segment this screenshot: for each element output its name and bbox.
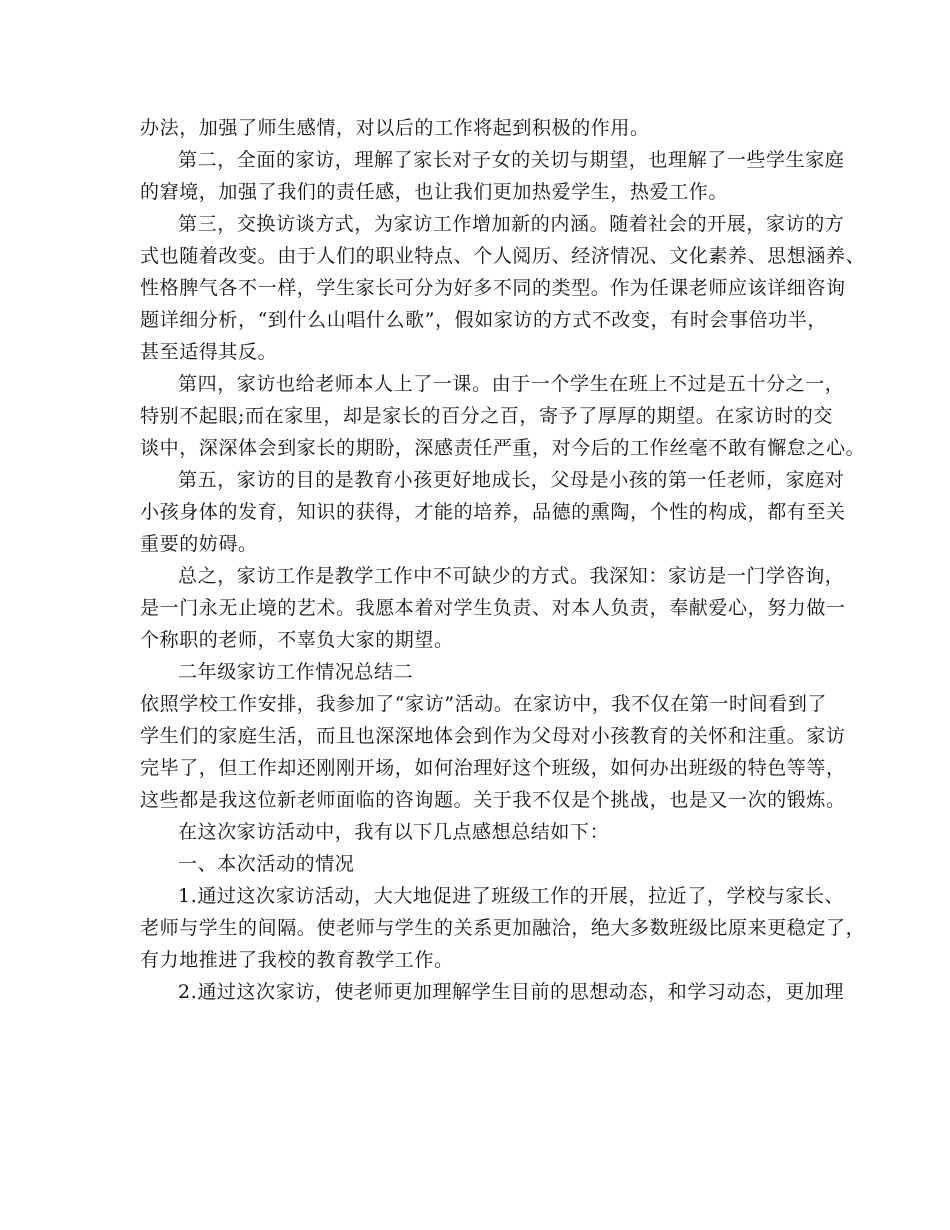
text-line: 谈中，深深体会到家长的期盼，深感责任严重，对今后的工作丝毫不敢有懈怠之心。 <box>140 437 866 459</box>
text-line: 个称职的老师，不辜负大家的期望。 <box>140 629 454 651</box>
text-line: 式也随着改变。由于人们的职业特点、个人阅历、经济情况、文化素养、思想涵养、 <box>140 245 866 267</box>
text-line: 小孩身体的发育，知识的获得，才能的培养，品德的熏陶，个性的构成，都有至关 <box>140 501 846 523</box>
text-line: 这些都是我这位新老师面临的咨询题。关于我不仅是个挑战，也是又一次的锻炼。 <box>140 789 846 811</box>
text-line: 依照学校工作安排，我参加了“家访”活动。在家访中，我不仅在第一时间看到了 <box>140 693 828 715</box>
text-line: 的窘境，加强了我们的责任感，也让我们更加热爱学生，热爱工作。 <box>140 181 729 203</box>
text-line: 完毕了，但工作却还刚刚开场，如何治理好这个班级，如何办出班级的特色等等， <box>140 757 846 779</box>
text-line: 是一门永无止境的艺术。我愿本着对学生负责、对本人负责，奉献爱心，努力做一 <box>140 597 846 619</box>
text-line: 第三，交换访谈方式，为家访工作增加新的内涵。随着社会的开展，家访的方 <box>178 213 845 235</box>
text-line: 第五，家访的目的是教育小孩更好地成长，父母是小孩的第一任老师，家庭对 <box>178 469 845 491</box>
text-line: 在这次家访活动中，我有以下几点感想总结如下： <box>178 821 610 843</box>
text-line: 老师与学生的间隔。使老师与学生的关系更加融洽，绝大多数班级比原来更稳定了， <box>140 917 866 939</box>
text-line: 甚至适得其反。 <box>140 341 278 363</box>
text-line: 总之，家访工作是教学工作中不可缺少的方式。我深知：家访是一门学咨询， <box>178 565 845 587</box>
text-line: 重要的妨碍。 <box>140 533 258 555</box>
text-line: 办法，加强了师生感情，对以后的工作将起到积极的作用。 <box>140 117 650 139</box>
text-line: 性格脾气各不一样，学生家长可分为好多不同的类型。作为任课老师应该详细咨询 <box>140 277 846 299</box>
text-line: 特别不起眼;而在家里，却是家长的百分之百，寄予了厚厚的期望。在家访时的交 <box>140 405 834 427</box>
text-line: 第二，全面的家访，理解了家长对子女的关切与期望，也理解了一些学生家庭 <box>178 149 845 171</box>
text-line: 学生们的家庭生活，而且也深深地体会到作为父母对小孩教育的关怀和注重。家访 <box>140 725 846 747</box>
subsection-heading: 一、本次活动的情况 <box>178 853 355 875</box>
text-line: 1.通过这次家访活动，大大地促进了班级工作的开展，拉近了，学校与家长、 <box>178 885 845 907</box>
text-line: 题详细分析，“到什么山唱什么歌”，假如家访的方式不改变，有时会事倍功半， <box>140 309 828 331</box>
section-heading: 二年级家访工作情况总结二 <box>178 661 414 683</box>
text-line: 2.通过这次家访，使老师更加理解学生目前的思想动态，和学习动态，更加理 <box>178 981 845 1003</box>
document-page <box>140 112 866 1008</box>
text-line: 有力地推进了我校的教育教学工作。 <box>140 949 454 971</box>
text-line: 第四，家访也给老师本人上了一课。由于一个学生在班上不过是五十分之一， <box>178 373 845 395</box>
